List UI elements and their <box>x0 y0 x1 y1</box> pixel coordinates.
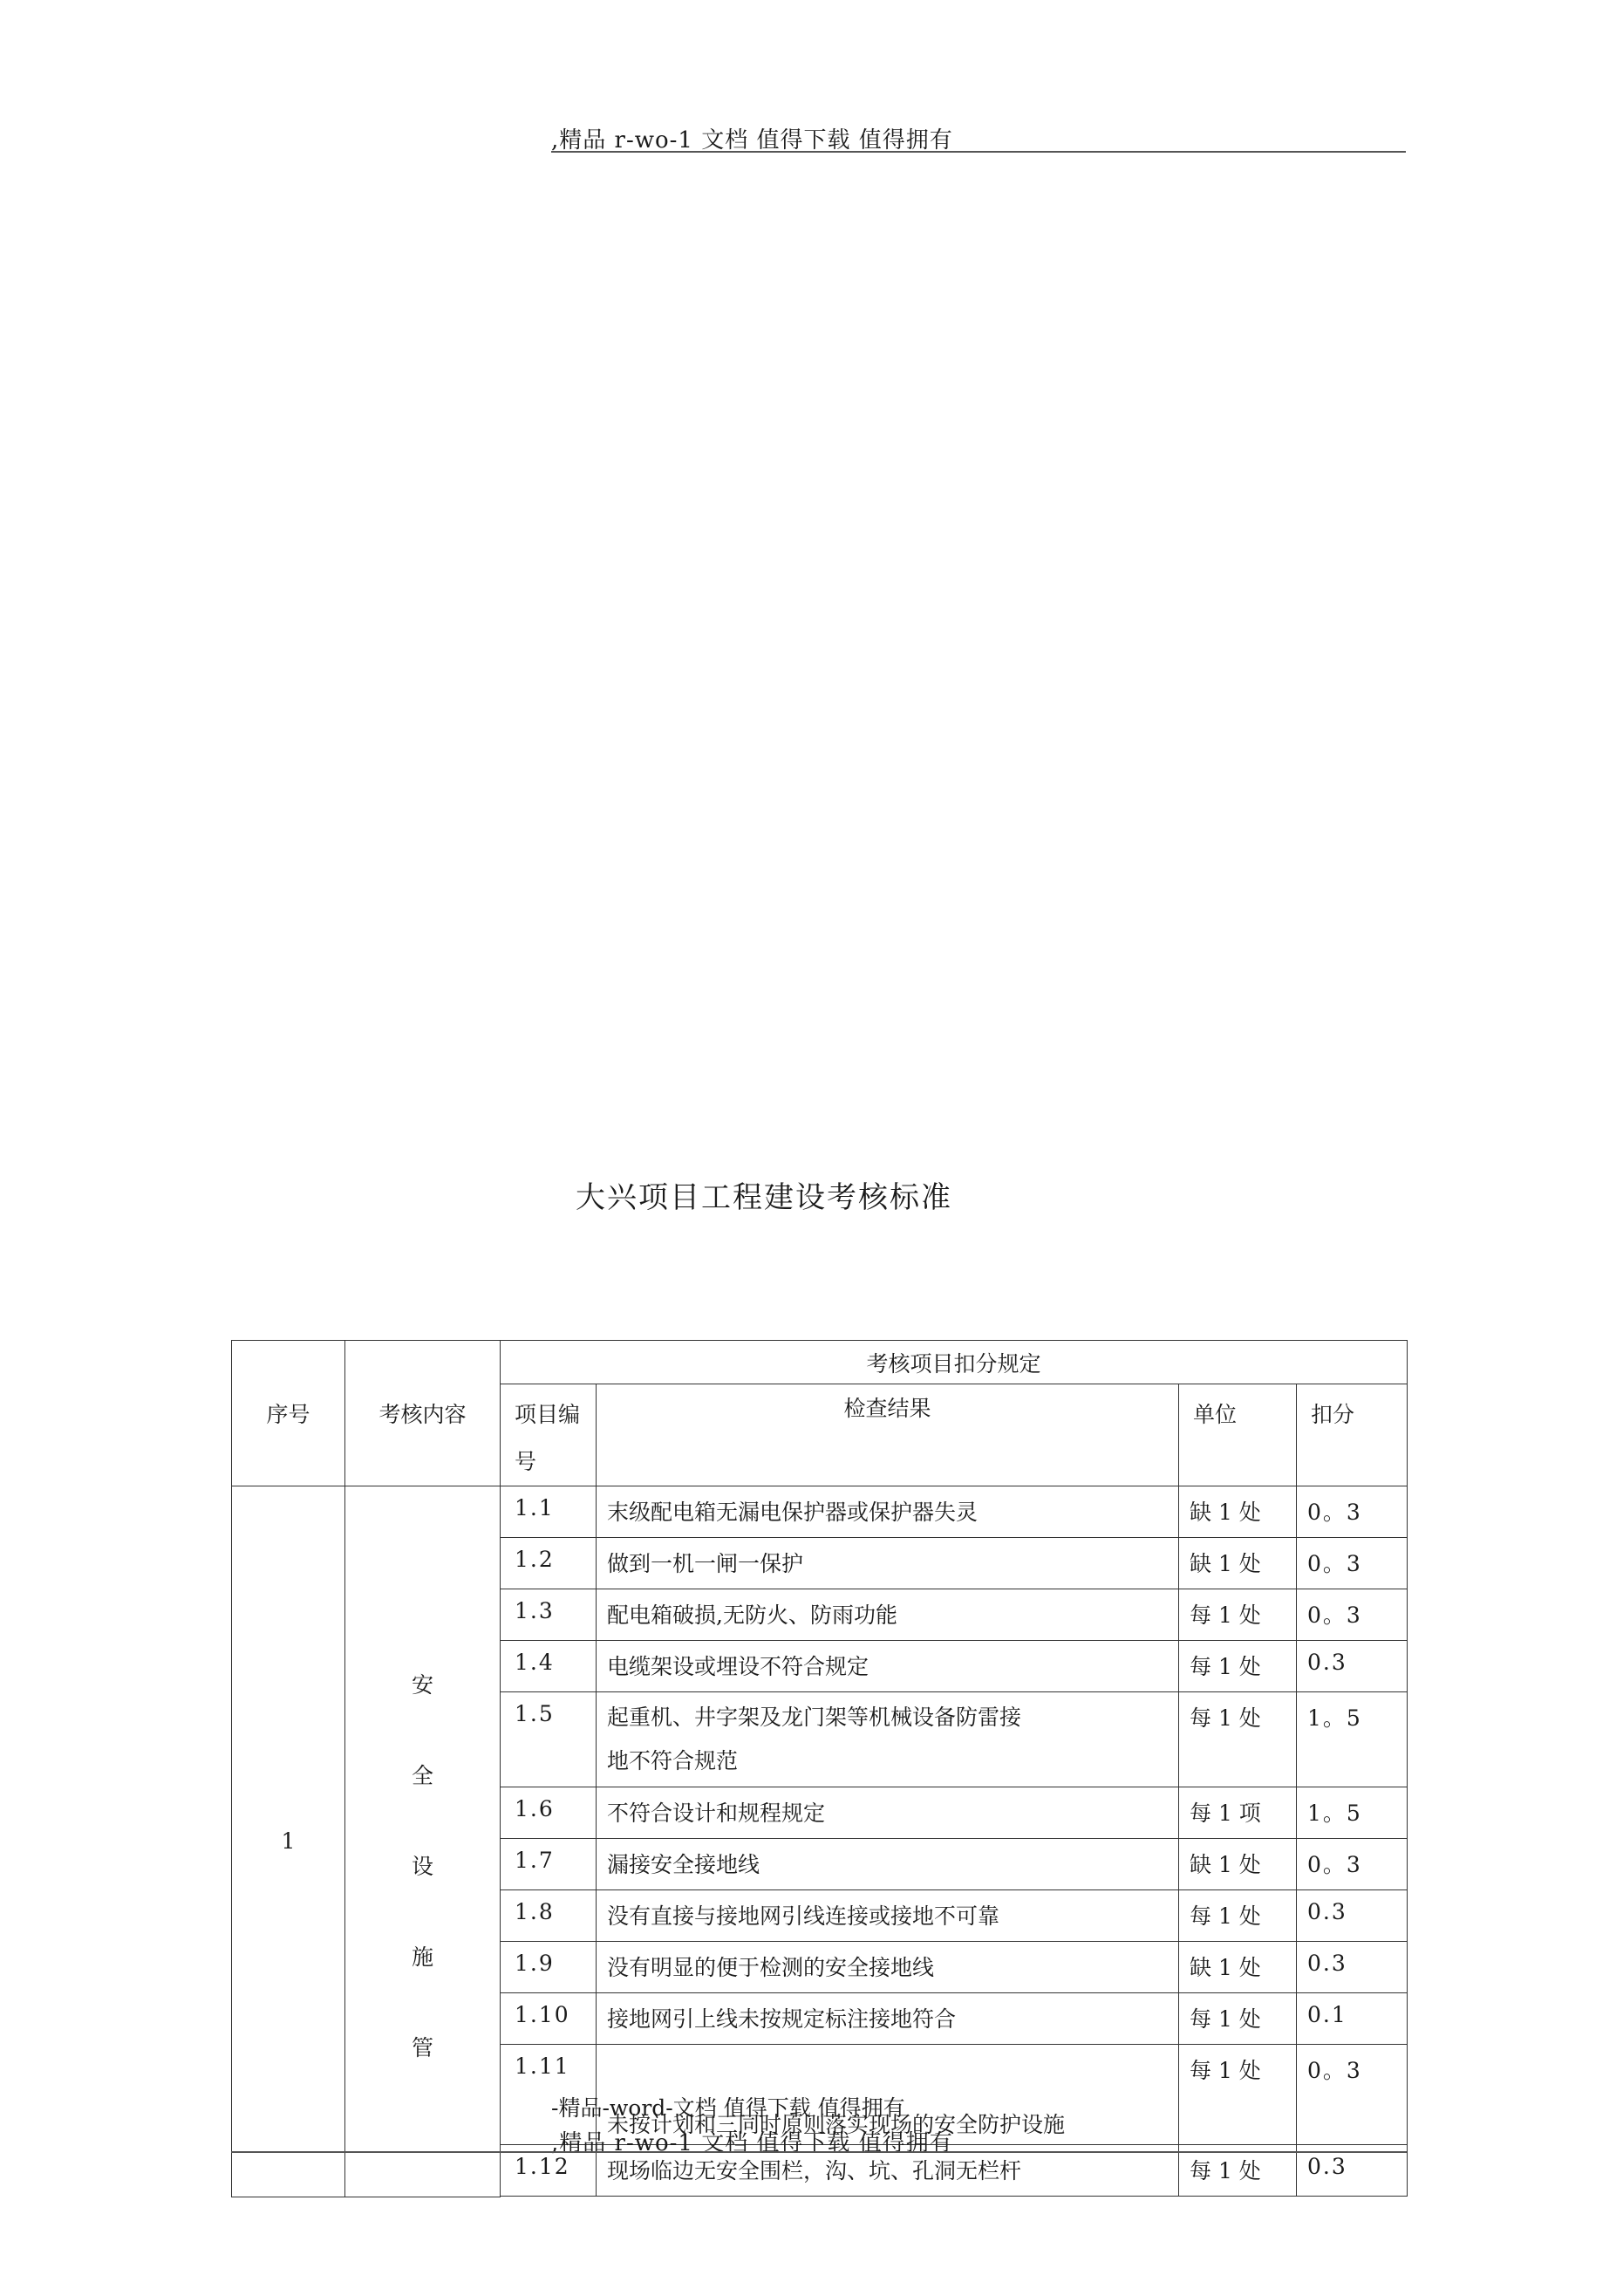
unit: 每 1 处 <box>1179 1993 1297 2045</box>
check-result: 未按计划和三同时原则落实现场的安全防护设施 <box>597 2045 1179 2145</box>
item-no: 1.7 <box>501 1839 597 1890</box>
unit: 每 1 处 <box>1179 2045 1297 2145</box>
unit: 每 1 处 <box>1179 1692 1297 1787</box>
deduct: 0.3 <box>1297 1942 1408 1993</box>
check-result: 做到一机一闸一保护 <box>597 1538 1179 1589</box>
item-no: 1.8 <box>501 1890 597 1942</box>
item-no: 1.2 <box>501 1538 597 1589</box>
footer-rule <box>231 2151 1407 2153</box>
deduct: 0。3 <box>1297 1589 1408 1641</box>
header-seq: 序号 <box>232 1341 345 1486</box>
deduct: 0.3 <box>1297 1890 1408 1942</box>
deduct: 0.3 <box>1297 2145 1408 2197</box>
check-result: 接地网引上线未按规定标注接地符合 <box>597 1993 1179 2045</box>
item-no: 1.6 <box>501 1787 597 1839</box>
page-footer-line2: ,精品 r-wo-1 文档 值得下载 值得拥有 <box>551 2130 953 2156</box>
seq-cell: 1 <box>232 1486 345 2197</box>
unit: 每 1 处 <box>1179 2145 1297 2197</box>
header-content: 考核内容 <box>345 1341 501 1486</box>
check-result: 末级配电箱无漏电保护器或保护器失灵 <box>597 1486 1179 1538</box>
header-deduct: 扣分 <box>1297 1384 1408 1486</box>
check-result <box>597 1692 1179 1787</box>
unit: 每 1 处 <box>1179 1641 1297 1692</box>
deduct: 0。3 <box>1297 2045 1408 2145</box>
check-result: 没有直接与接地网引线连接或接地不可靠 <box>597 1890 1179 1942</box>
deduct: 1。5 <box>1297 1692 1408 1787</box>
table-row <box>232 1486 1408 1538</box>
check-result-line2: 地不符合规范 <box>607 1748 739 1773</box>
check-result: 不符合设计和规程规定 <box>597 1787 1179 1839</box>
deduct: 0.3 <box>1297 1641 1408 1692</box>
content-char: 设 <box>411 1854 433 1879</box>
header-item-no <box>501 1384 597 1486</box>
header-result: 检查结果 <box>597 1384 1179 1486</box>
check-result: 配电箱破损,无防火、防雨功能 <box>597 1589 1179 1641</box>
check-result: 没有明显的便于检测的安全接地线 <box>597 1942 1179 1993</box>
content-char: 管 <box>411 2035 433 2060</box>
unit: 缺 1 处 <box>1179 1942 1297 1993</box>
item-no: 1.5 <box>501 1692 597 1787</box>
check-result: 现场临边无安全围栏，沟、坑、孔洞无栏杆 <box>597 2145 1179 2197</box>
header-rule <box>551 151 1406 153</box>
deduct: 1。5 <box>1297 1787 1408 1839</box>
header-group: 考核项目扣分规定 <box>501 1341 1408 1384</box>
unit: 缺 1 处 <box>1179 1538 1297 1589</box>
content-char: 全 <box>411 1763 433 1788</box>
item-no: 1.3 <box>501 1589 597 1641</box>
content-char: 安 <box>411 1672 433 1698</box>
unit: 每 1 项 <box>1179 1787 1297 1839</box>
unit: 缺 1 处 <box>1179 1839 1297 1890</box>
deduct: 0.1 <box>1297 1993 1408 2045</box>
document-title: 大兴项目工程建设考核标准 <box>576 1180 952 1215</box>
item-no: 1.1 <box>501 1486 597 1538</box>
content-cell <box>345 1486 501 2197</box>
unit: 每 1 处 <box>1179 1589 1297 1641</box>
content-char: 施 <box>411 1944 433 1970</box>
check-result-line1: 起重机、井字架及龙门架等机械设备防雷接 <box>607 1705 1022 1730</box>
item-no: 1.10 <box>501 1993 597 2045</box>
table-header-row-1 <box>232 1341 1408 1384</box>
check-result: 漏接安全接地线 <box>597 1839 1179 1890</box>
deduct: 0。3 <box>1297 1486 1408 1538</box>
unit: 缺 1 处 <box>1179 1486 1297 1538</box>
page-header: ,精品 r-wo-1 文档 值得下载 值得拥有 <box>551 127 953 154</box>
header-item-no-line1: 项目编 <box>515 1402 581 1427</box>
item-no: 1.12 <box>501 2145 597 2197</box>
header-item-no-line2: 号 <box>515 1449 537 1474</box>
check-result: 电缆架设或埋设不符合规定 <box>597 1641 1179 1692</box>
item-no: 1.9 <box>501 1942 597 1993</box>
item-no: 1.4 <box>501 1641 597 1692</box>
deduct: 0。3 <box>1297 1538 1408 1589</box>
unit: 每 1 处 <box>1179 1890 1297 1942</box>
header-unit: 单位 <box>1179 1384 1297 1486</box>
page-footer-line1: -精品-word-文档 值得下载 值得拥有 <box>551 2095 905 2121</box>
assessment-table <box>231 1340 1408 2197</box>
deduct: 0。3 <box>1297 1839 1408 1890</box>
item-no: 1.11 <box>501 2045 597 2145</box>
